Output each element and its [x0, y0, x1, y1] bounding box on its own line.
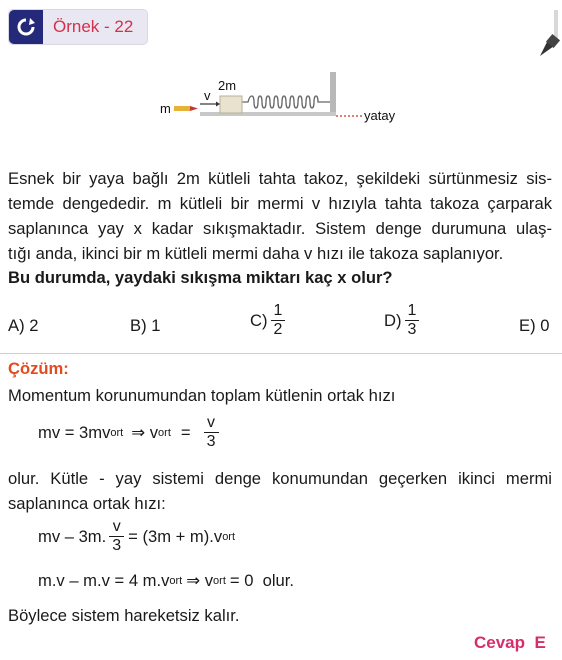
- problem-line: tığı anda, ikinci bir m kütleli mermi daha v hızı ile takoza saplanıyor.: [8, 244, 504, 263]
- block-label: 2m: [218, 78, 237, 93]
- solution-line: saplanınca ortak hızı:: [8, 494, 166, 513]
- solution-intro: Momentum korunumundan toplam kütlenin ortak hızı: [8, 386, 396, 405]
- equation-3: m.v – m.v = 4 m.v ort ⇒ v ort = 0 olur.: [38, 571, 295, 590]
- refresh-icon: [9, 10, 43, 44]
- problem-text: [8, 166, 552, 266]
- bullet: [174, 106, 190, 111]
- example-header: [8, 9, 148, 45]
- problem-line: saplanınca yay x kadar sıkışmaktadır. Sistem denge durumuna ulaş-: [8, 219, 552, 238]
- solution-line: olur. Kütle - yay sistemi denge konumundan geçerken ikinci mermi: [8, 469, 552, 488]
- solution-label: Çözüm:: [8, 359, 69, 378]
- option-e: E) 0: [519, 316, 550, 335]
- wall: [330, 72, 336, 116]
- option-b: B) 1: [130, 316, 161, 335]
- surface-label: yatay: [364, 108, 396, 123]
- equation-2: mv – 3m. $\frac{v}{3}$ = (3m + m).v ort: [38, 518, 236, 554]
- option-d: D) $\frac{1}{3}$: [384, 302, 419, 339]
- example-title: Örnek - 22: [53, 17, 134, 36]
- problem-line: Esnek bir yaya bağlı 2m kütleli tahta takoz, şekildeki sürtünmesiz sis-: [8, 169, 552, 188]
- wooden-block: [220, 96, 242, 113]
- bullet-label: m: [160, 101, 171, 116]
- option-a: A) 2: [8, 316, 39, 335]
- section-divider: [0, 353, 562, 354]
- solution-conclusion: Böylece sistem hareketsiz kalır.: [8, 606, 240, 625]
- problem-line: temde dengededir. m kütleli bir mermi v hızıyla tahta takoza çarparak: [8, 194, 552, 213]
- velocity-label: v: [204, 88, 211, 103]
- answer-label: Cevap E: [474, 633, 546, 652]
- spring-block-figure: [150, 72, 410, 134]
- pencil-icon: [540, 10, 562, 56]
- option-c: C) $\frac{1}{2}$: [250, 302, 285, 339]
- spring: [240, 96, 330, 108]
- equation-1: mv = 3mv ort ⇒ v ort = $\frac{v}{3}$: [38, 414, 219, 451]
- question-text: Bu durumda, yaydaki sıkışma miktarı kaç x olur?: [8, 268, 393, 287]
- solution-middle: [8, 466, 552, 516]
